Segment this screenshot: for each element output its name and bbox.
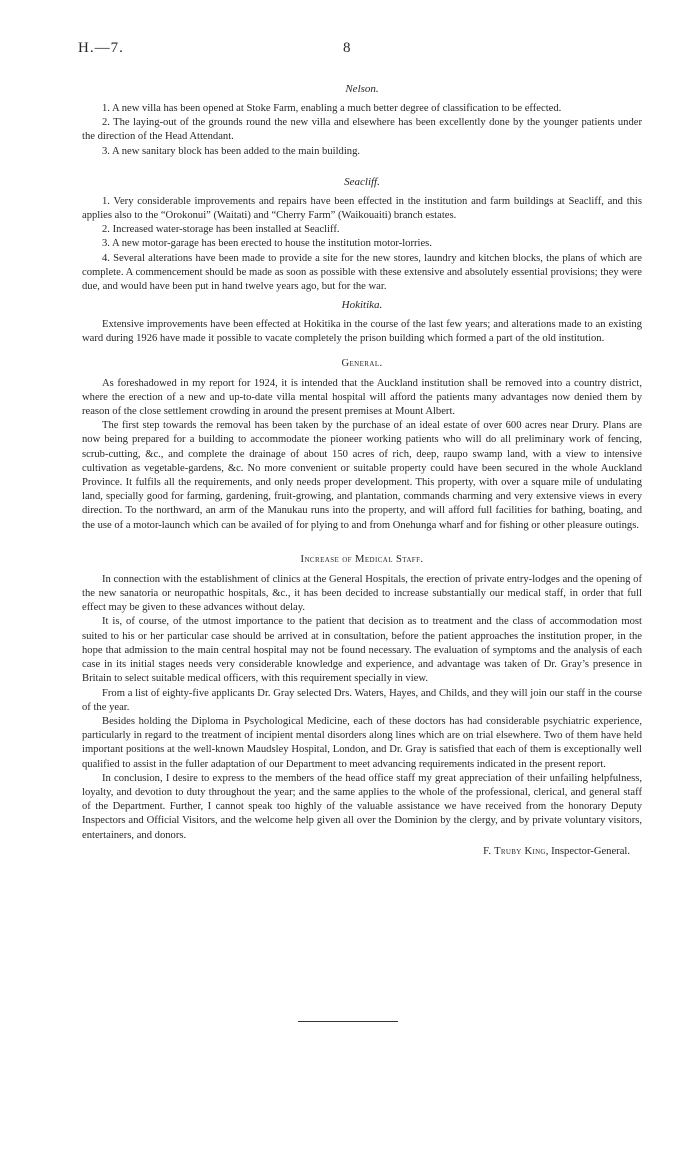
paragraph: It is, of course, of the utmost importance to the patient that decision as to treatment and the class of accommodation most suited to his or her particular case should be arrived at in consultation, before the patient approaches the institution proper, in the hope that admission to the main central hospital may not be found necessary. The evaluation of symptoms and the analysis of each case in its initial stages needs very considerable knowledge and experience, and advantage was taken of Dr. Gray’s presence in Britain to select suitable medical officers, with this requirement specially in view. xyxy=(82,616,642,685)
paragraph: The first step towards the removal has been taken by the purchase of an ideal estate of over 600 acres near Drury. Plans are now being prepared for a building to accommodate the pioneer working patients who will do all preliminary work of fencing, scrub-cutting, &c., and complete the drainage of about 150 acres of rich, deep, raupo swamp land, with a view to intensive cultivation as vegetable-gardens, &c. No more convenient or suitable property could have been secured in the whole Auckland Province. It fulfils all the requirements, and only needs proper development. This property, with over a square mile of undulating land, specially good for farming, gardening, fruit-growing, and plantation, commands charming and very extensive views in every direction. To the northward, an arm of the Manukau runs into the property, and will afford full facilities for bathing, boating, and the use of a motor-launch which can be availed of for plying to and from Onehunga wharf and for fishing or other pleasure outings. xyxy=(82,420,642,531)
section-heading-seacliff: Seacliff. xyxy=(344,175,380,188)
signature-block xyxy=(82,845,642,859)
paragraph: 4. Several alterations have been made to provide a site for the new stores, laundry and kitchen blocks, the plans of which are complete. A commencement should be made as soon as possible with these extensive and absolutely essential provisions; they were due, and would have been put in hand twelve years ago, but for the war. xyxy=(82,252,642,293)
paragraph: 1. Very considerable improvements and repairs have been effected in the institution and farm buildings at Seacliff, and this applies also to the “Orokonui” (Waitati) and “Cherry Farm” (Waikouaiti) branch estates. xyxy=(82,195,642,222)
paragraph: Besides holding the Diploma in Psychological Medicine, each of these doctors has had considerable psychiatric experience, particularly in regard to the treatment of incipient mental disorders along lines which are on trial elsewhere. Two of them have held important positions at the well-known Maudsley Hospital, London, and Dr. Gray is satisfied that each of them is exceptionally well qualified to assist in the fuller adaptation of our Department to meet advancing requirements indicated in the present report. xyxy=(82,715,642,770)
section-heading-nelson: Nelson. xyxy=(345,83,379,95)
paragraph: As foreshadowed in my report for 1924, it is intended that the Auckland institution shall be removed into a country district, where the erection of a new and up-to-date villa mental hospital will afford the patients many advantages now denied them by reason of the close settlement crowding in around the present premises at Mount Albert. xyxy=(82,377,642,418)
signatory-title: , Inspector-General. xyxy=(545,845,630,857)
paragraph: In conclusion, I desire to express to the members of the head office staff my great appreciation of their unfailing helpfulness, loyalty, and devotion to duty throughout the year; and the same applies to the whole of the professional, clerical, and general staff of the Department. Further, I cannot speak too highly of the valuable assistance we have received from the honorary Deputy Inspectors and Official Visitors, and the welcome help given all over the Dominion by the clergy, and by private voluntary visitors, entertainers, and donors. xyxy=(82,772,642,841)
signatory-name: F. Truby King xyxy=(483,845,546,857)
section-heading-general: General. xyxy=(341,357,383,369)
paragraph: 3. A new sanitary block has been added to the main building. xyxy=(102,145,361,157)
paragraph: 2. Increased water-storage has been installed at Seacliff. xyxy=(102,224,340,236)
document-reference: H.—7. xyxy=(78,40,124,56)
paragraph: From a list of eighty-five applicants Dr. Gray selected Drs. Waters, Hayes, and Childs, and they will join our staff in the course of the year. xyxy=(82,687,642,713)
section-heading-medical-staff: Increase of Medical Staff. xyxy=(300,553,424,565)
report-body xyxy=(82,78,642,859)
section-heading-hokitika: Hokitika. xyxy=(341,299,383,312)
paragraph: 1. A new villa has been opened at Stoke Farm, enabling a much better degree of classification to be effected. xyxy=(102,103,562,114)
closing-rule xyxy=(298,1021,398,1022)
paragraph: 2. The laying-out of the grounds round the new villa and elsewhere has been excellently done by the younger patients under the direction of the Head Attendant. xyxy=(82,117,642,143)
paragraph: Extensive improvements have been effected at Hokitika in the course of the last few years; and alterations made to an existing ward during 1926 have made it possible to vacate completely the prison building which formed a part of the old institution. xyxy=(82,319,642,345)
page-number: 8 xyxy=(343,40,351,56)
paragraph: In connection with the establishment of clinics at the General Hospitals, the erection of private entry-lodges and the opening of the new sanatoria or neuropathic hospitals, &c., it has been decided to increase substantially our medical staff, in order that full effect may be given to these advances without delay. xyxy=(82,573,642,614)
paragraph: 3. A new motor-garage has been erected to house the institution motor-lorries. xyxy=(102,238,432,250)
